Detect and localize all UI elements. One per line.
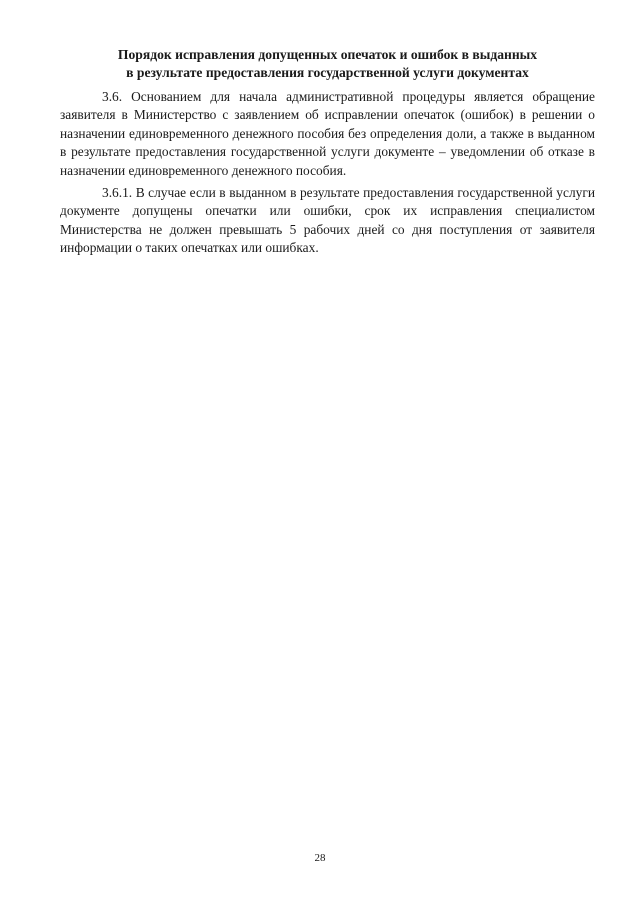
paragraph-3-6: 3.6. Основанием для начала административной процедуры является обращение заявителя в Министерство с заявлением об исправлении опечаток (ошибок) в решении о назначении единовременного денежного пособия без определения доли, а также в выданном в результате предоставления государственной услуги документе – уведомлении об отказе в назначении единовременного денежного пособия. xyxy=(60,89,595,178)
page-number: 28 xyxy=(314,852,326,864)
paragraph-3-6-1: 3.6.1. В случае если в выданном в результате предоставления государственной услуги документе допущены опечатки или ошибки, срок их исправления специалистом Министерства не должен превышать 5 рабочих дней со дня поступления от заявителя информации о таких опечатках или ошибках. xyxy=(60,185,595,256)
document-body xyxy=(60,88,595,262)
section-heading-line-1: Порядок исправления допущенных опечаток и ошибок в выданных xyxy=(117,47,538,62)
section-heading-line-2: в результате предоставления государственной услуги документах xyxy=(126,65,529,80)
section-heading xyxy=(60,46,595,82)
